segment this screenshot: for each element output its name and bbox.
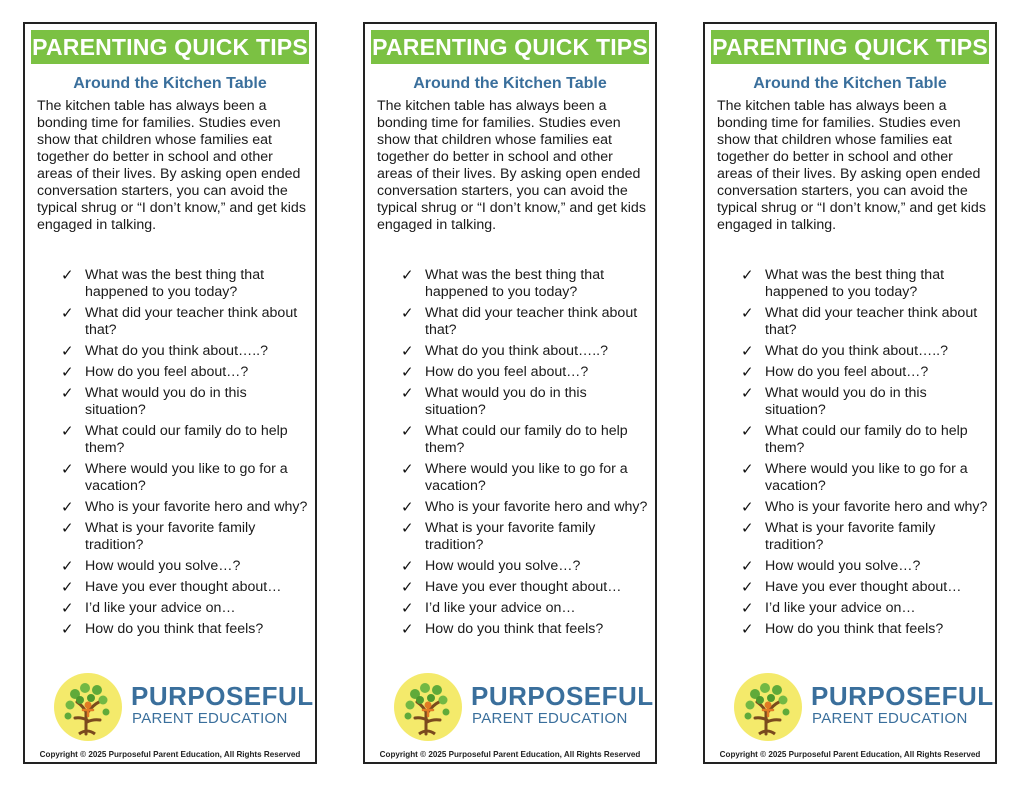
check-icon: ✓ <box>401 304 414 322</box>
tip-item <box>401 305 651 339</box>
tip-item <box>61 621 311 638</box>
tip-item <box>741 520 991 554</box>
tip-item <box>741 305 991 339</box>
check-icon: ✓ <box>401 578 414 596</box>
tip-item <box>61 499 311 516</box>
tip-item <box>741 558 991 575</box>
tip-item <box>741 267 991 301</box>
check-icon: ✓ <box>61 557 74 575</box>
check-icon: ✓ <box>401 266 414 284</box>
check-icon: ✓ <box>401 422 414 440</box>
brand-logo <box>733 672 994 746</box>
check-icon: ✓ <box>741 304 754 322</box>
check-icon: ✓ <box>741 422 754 440</box>
tree-logo-icon <box>393 672 463 742</box>
tip-text: How do you feel about…? <box>765 364 929 380</box>
tip-list <box>741 267 991 642</box>
tip-item <box>61 461 311 495</box>
tip-text: Who is your favorite hero and why? <box>425 499 648 515</box>
tip-item <box>741 579 991 596</box>
tip-text: Who is your favorite hero and why? <box>85 499 308 515</box>
tip-item <box>401 423 651 457</box>
tip-text: How would you solve…? <box>765 558 921 574</box>
check-icon: ✓ <box>61 578 74 596</box>
brand-name: PURPOSEFUL <box>811 681 994 711</box>
tip-text: What do you think about…..? <box>85 343 268 359</box>
tip-item <box>401 461 651 495</box>
tip-text: What did your teacher think about that? <box>85 305 298 338</box>
check-icon: ✓ <box>61 599 74 617</box>
tip-text: What is your favorite family tradition? <box>425 520 596 553</box>
tip-text: What did your teacher think about that? <box>765 305 978 338</box>
card-subtitle: Around the Kitchen Table <box>753 75 947 92</box>
tip-item <box>401 520 651 554</box>
card-header: PARENTING QUICK TIPS <box>371 30 649 64</box>
check-icon: ✓ <box>401 342 414 360</box>
tip-item <box>401 267 651 301</box>
card-header: PARENTING QUICK TIPS <box>31 30 309 64</box>
check-icon: ✓ <box>741 599 754 617</box>
tip-text: Where would you like to go for a vacation? <box>85 461 288 494</box>
tip-item <box>61 579 311 596</box>
tip-text: What did your teacher think about that? <box>425 305 638 338</box>
tip-item <box>741 600 991 617</box>
tip-item <box>61 364 311 381</box>
tip-text: What was the best thing that happened to you today? <box>85 267 265 300</box>
tip-text: How would you solve…? <box>85 558 241 574</box>
tip-text: What could our family do to help them? <box>765 423 968 456</box>
tip-item <box>401 364 651 381</box>
check-icon: ✓ <box>741 460 754 478</box>
tip-text: Where would you like to go for a vacation? <box>425 461 628 494</box>
check-icon: ✓ <box>61 460 74 478</box>
check-icon: ✓ <box>741 557 754 575</box>
brand-subtitle: PARENT EDUCATION <box>472 710 628 727</box>
tip-item <box>61 267 311 301</box>
check-icon: ✓ <box>61 519 74 537</box>
tip-item <box>401 579 651 596</box>
card-subtitle: Around the Kitchen Table <box>413 75 607 92</box>
check-icon: ✓ <box>401 498 414 516</box>
check-icon: ✓ <box>401 599 414 617</box>
tip-text: What is your favorite family tradition? <box>85 520 256 553</box>
brand-logo <box>53 672 314 746</box>
card-subtitle: Around the Kitchen Table <box>73 75 267 92</box>
tip-text: What do you think about…..? <box>425 343 608 359</box>
check-icon: ✓ <box>61 422 74 440</box>
intro-paragraph: The kitchen table has always been a bonding time for families. Studies even show that children whose families eat together do better in school and other areas of their lives. By asking open ended conversation starters, you can avoid the typical shrug or “I don’t know,” and get kids engaged in talking. <box>717 98 986 233</box>
tip-text: What was the best thing that happened to you today? <box>765 267 945 300</box>
brand-subtitle: PARENT EDUCATION <box>812 710 968 727</box>
card-header: PARENTING QUICK TIPS <box>711 30 989 64</box>
tip-item <box>741 621 991 638</box>
check-icon: ✓ <box>401 557 414 575</box>
tip-list <box>61 267 311 642</box>
intro-paragraph: The kitchen table has always been a bonding time for families. Studies even show that children whose families eat together do better in school and other areas of their lives. By asking open ended conversation starters, you can avoid the typical shrug or “I don’t know,” and get kids engaged in talking. <box>37 98 306 233</box>
brand-logo <box>393 672 654 746</box>
check-icon: ✓ <box>401 384 414 402</box>
tip-text: I’d like your advice on… <box>85 600 236 616</box>
tip-text: Who is your favorite hero and why? <box>765 499 988 515</box>
check-icon: ✓ <box>401 620 414 638</box>
tree-logo-icon <box>733 672 803 742</box>
tip-item <box>61 385 311 419</box>
copyright-notice: Copyright © 2025 Purposeful Parent Education, All Rights Reserved <box>39 750 301 759</box>
tip-text: How do you feel about…? <box>85 364 249 380</box>
tip-item <box>401 385 651 419</box>
copyright-notice: Copyright © 2025 Purposeful Parent Education, All Rights Reserved <box>379 750 641 759</box>
brand-name: PURPOSEFUL <box>131 681 314 711</box>
tip-item <box>61 343 311 360</box>
brand-name: PURPOSEFUL <box>471 681 654 711</box>
intro-paragraph: The kitchen table has always been a bonding time for families. Studies even show that children whose families eat together do better in school and other areas of their lives. By asking open ended conversation starters, you can avoid the typical shrug or “I don’t know,” and get kids engaged in talking. <box>377 98 646 233</box>
tip-text: How do you feel about…? <box>425 364 589 380</box>
tip-item <box>401 343 651 360</box>
tip-item <box>61 423 311 457</box>
check-icon: ✓ <box>741 620 754 638</box>
tip-item <box>741 385 991 419</box>
check-icon: ✓ <box>741 266 754 284</box>
tip-item <box>401 600 651 617</box>
tip-item <box>741 499 991 516</box>
tip-card <box>363 22 657 764</box>
check-icon: ✓ <box>741 498 754 516</box>
tip-text: I’d like your advice on… <box>425 600 576 616</box>
check-icon: ✓ <box>401 519 414 537</box>
tip-text: How would you solve…? <box>425 558 581 574</box>
check-icon: ✓ <box>741 519 754 537</box>
check-icon: ✓ <box>61 342 74 360</box>
tip-item <box>741 364 991 381</box>
tip-item <box>401 621 651 638</box>
check-icon: ✓ <box>741 578 754 596</box>
tip-text: What would you do in this situation? <box>85 385 247 418</box>
check-icon: ✓ <box>61 384 74 402</box>
check-icon: ✓ <box>61 363 74 381</box>
tip-text: I’d like your advice on… <box>765 600 916 616</box>
tip-card <box>23 22 317 764</box>
tree-logo-icon <box>53 672 123 742</box>
tip-text: How do you think that feels? <box>425 621 604 637</box>
tip-item <box>741 343 991 360</box>
copyright-notice: Copyright © 2025 Purposeful Parent Education, All Rights Reserved <box>719 750 981 759</box>
tip-item <box>741 423 991 457</box>
tip-list <box>401 267 651 642</box>
tip-text: What could our family do to help them? <box>85 423 288 456</box>
tip-text: What was the best thing that happened to you today? <box>425 267 605 300</box>
check-icon: ✓ <box>61 304 74 322</box>
tip-text: What would you do in this situation? <box>425 385 587 418</box>
check-icon: ✓ <box>741 384 754 402</box>
tip-item <box>61 305 311 339</box>
tip-text: What is your favorite family tradition? <box>765 520 936 553</box>
brand-subtitle: PARENT EDUCATION <box>132 710 288 727</box>
tip-card <box>703 22 997 764</box>
check-icon: ✓ <box>61 498 74 516</box>
tip-text: What do you think about…..? <box>765 343 948 359</box>
check-icon: ✓ <box>741 342 754 360</box>
tip-text: Have you ever thought about… <box>765 579 962 595</box>
tip-text: How do you think that feels? <box>85 621 264 637</box>
check-icon: ✓ <box>401 363 414 381</box>
check-icon: ✓ <box>61 266 74 284</box>
check-icon: ✓ <box>401 460 414 478</box>
check-icon: ✓ <box>741 363 754 381</box>
tip-item <box>61 600 311 617</box>
tip-text: Have you ever thought about… <box>425 579 622 595</box>
tip-item <box>401 558 651 575</box>
tip-text: Have you ever thought about… <box>85 579 282 595</box>
tip-item <box>61 520 311 554</box>
tip-item <box>401 499 651 516</box>
tip-item <box>741 461 991 495</box>
tip-text: How do you think that feels? <box>765 621 944 637</box>
tip-text: What could our family do to help them? <box>425 423 628 456</box>
check-icon: ✓ <box>61 620 74 638</box>
tip-text: Where would you like to go for a vacation? <box>765 461 968 494</box>
tip-text: What would you do in this situation? <box>765 385 927 418</box>
tip-item <box>61 558 311 575</box>
